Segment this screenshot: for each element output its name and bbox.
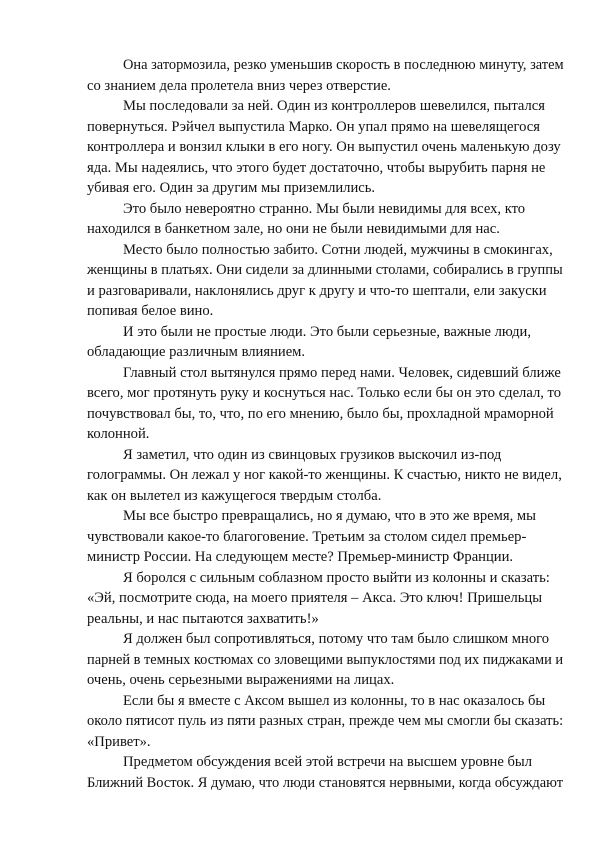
text-line: яда. Мы надеялись, что этого будет достаточно, чтобы вырубить парня не <box>87 159 546 176</box>
text-line: чувствовали какое-то благоговение. Третьим за столом сидел премьер- <box>87 528 527 545</box>
text-line: голограммы. Он лежал у ног какой-то женщины. К счастью, никто не видел, <box>87 467 562 483</box>
text-line: Ближний Восток. Я думаю, что люди становятся нервными, когда обсуждают <box>87 774 564 791</box>
text-line: контроллера и вонзил клыки в его ногу. Он выпустил очень маленькую дозу <box>87 139 561 155</box>
body-text <box>87 55 563 793</box>
text-line: повернуться. Рэйчел выпустила Марко. Он упал прямо на шевелящегося <box>87 118 540 135</box>
text-line: Я должен был сопротивляться, потому что там было слишком много <box>123 631 550 647</box>
text-line: Мы все быстро превращались, но я думаю, что в это же время, мы <box>123 508 536 524</box>
text-line: Это было невероятно странно. Мы были невидимы для всех, кто <box>123 200 526 217</box>
text-line: Она затормозила, резко уменьшив скорость в последнюю минуту, затем <box>123 57 564 73</box>
text-line: Место было полностью забито. Сотни людей, мужчины в смокингах, <box>123 241 553 258</box>
text-line: Предметом обсуждения всей этой встречи на высшем уровне был <box>123 754 533 770</box>
text-line: Главный стол вытянулся прямо перед нами. Человек, сидевший ближе <box>123 364 561 381</box>
text-line: Я боролся с сильным соблазном просто выйти из колонны и сказать: <box>123 569 550 586</box>
text-line: реальны, и нас пытаются захватить!» <box>87 610 319 627</box>
text-line: всего, мог протянуть руку и коснуться нас. Только если бы он это сделал, то <box>87 385 562 401</box>
text-line: обладающие различным влиянием. <box>87 344 306 360</box>
text-line: колонной. <box>87 426 150 442</box>
text-line: как он вылетел из кажущегося твердым столба. <box>87 487 382 504</box>
text-line: «Эй, посмотрите сюда, на моего приятеля – Акса. Это ключ! Пришельцы <box>87 590 543 606</box>
text-line: министр России. На следующем месте? Премьер-министр Франции. <box>87 549 514 565</box>
text-line: попивая белое вино. <box>87 303 214 319</box>
text-line: и разговаривали, наклонялись друг к другу и что-то шептали, ели закуски <box>87 282 547 299</box>
text-line: почувствовал бы, то, что, по его мнению, было бы, прохладной мраморной <box>87 405 554 422</box>
text-line: очень, очень серьезными выражениями на лицах. <box>87 672 395 688</box>
text-line: около пятисот пуль из пяти разных стран, прежде чем мы смогли бы сказать: <box>87 713 564 729</box>
text-line: И это были не простые люди. Это были серьезные, важные люди, <box>123 323 531 340</box>
text-line: убивая его. Один за другим мы приземлились. <box>87 180 376 196</box>
text-line: находился в банкетном зале, но они не были невидимыми для нас. <box>87 221 500 237</box>
text-line: Если бы я вместе с Аксом вышел из колонны, то в нас оказалось бы <box>123 692 546 709</box>
text-line: парней в темных костюмах со зловещими выпуклостями под их пиджаками и <box>87 651 564 668</box>
text-line: Я заметил, что один из свинцовых грузиков выскочил из-под <box>123 446 502 463</box>
text-line: «Привет». <box>87 733 151 750</box>
text-line: женщины в платьях. Они сидели за длинными столами, собирались в группы <box>87 262 563 278</box>
text-line: Мы последовали за ней. Один из контроллеров шевелился, пытался <box>123 98 545 114</box>
text-line: со знанием дела пролетела вниз через отверстие. <box>87 77 391 94</box>
